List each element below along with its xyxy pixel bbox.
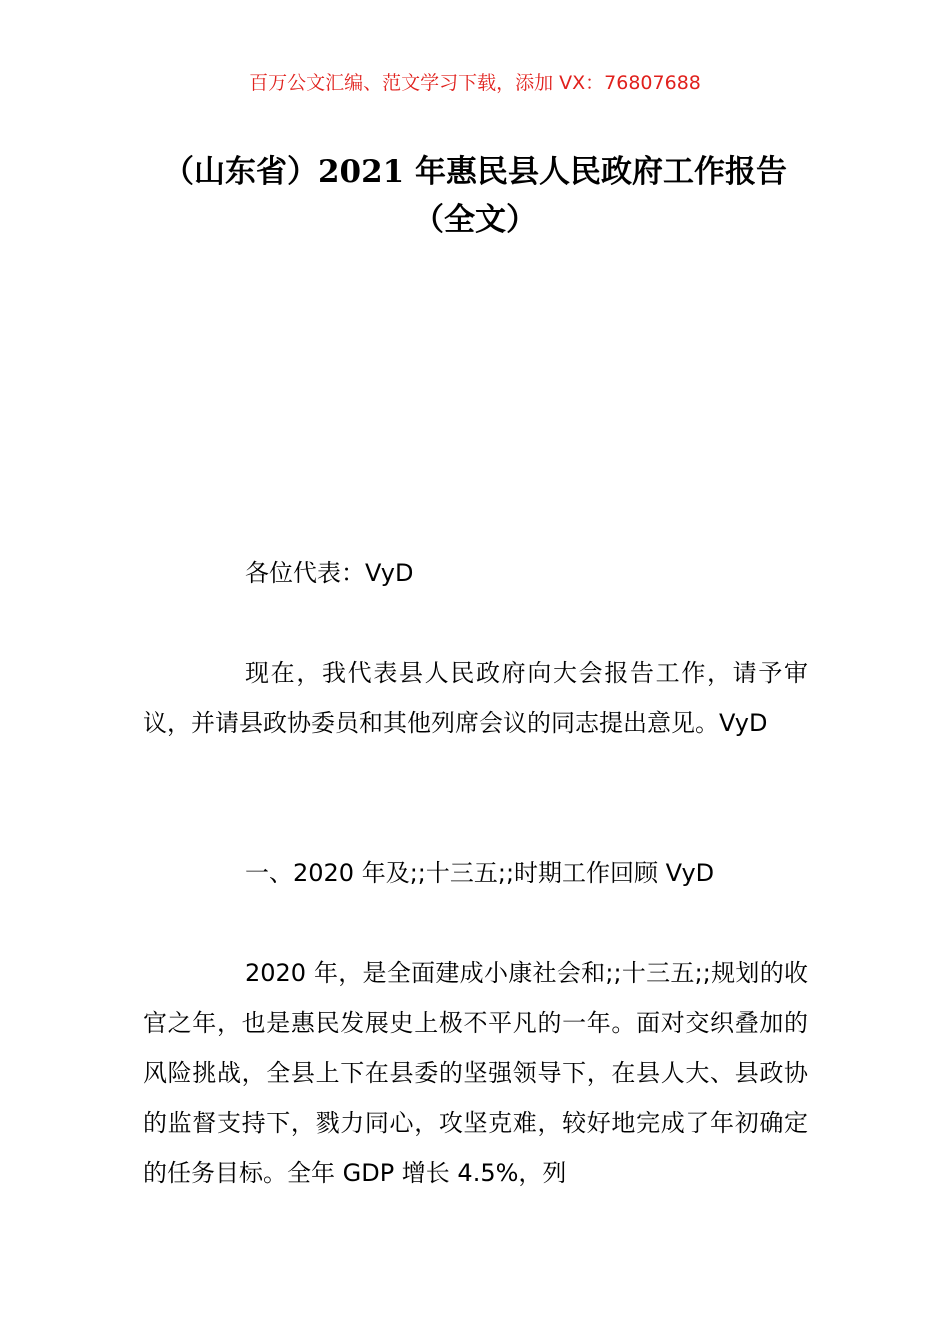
document-title: （山东省）2021 年惠民县人民政府工作报告（全文） <box>162 154 788 238</box>
intro-paragraph: 现在，我代表县人民政府向大会报告工作，请予审议，并请县政协委员和其他列席会议的同志提出意见。VyD <box>143 659 808 737</box>
header-watermark-note: 百万公文汇编、范文学习下载，添加 VX：76807688 <box>249 72 701 94</box>
greeting-line: 各位代表：VyD <box>245 559 414 587</box>
section-heading: 一、2020 年及;;十三五;;时期工作回顾 VyD <box>245 859 715 887</box>
review-paragraph: 2020 年，是全面建成小康社会和;;十三五;;规划的收官之年，也是惠民发展史上极不平凡的一年。面对交织叠加的风险挑战，全县上下在县委的坚强领导下，在县人大、县政协的监督支持下，戮力同心，攻坚克难，较好地完成了年初确定的任务目标。全年 GDP 增长 4.5%，列 <box>143 959 808 1187</box>
